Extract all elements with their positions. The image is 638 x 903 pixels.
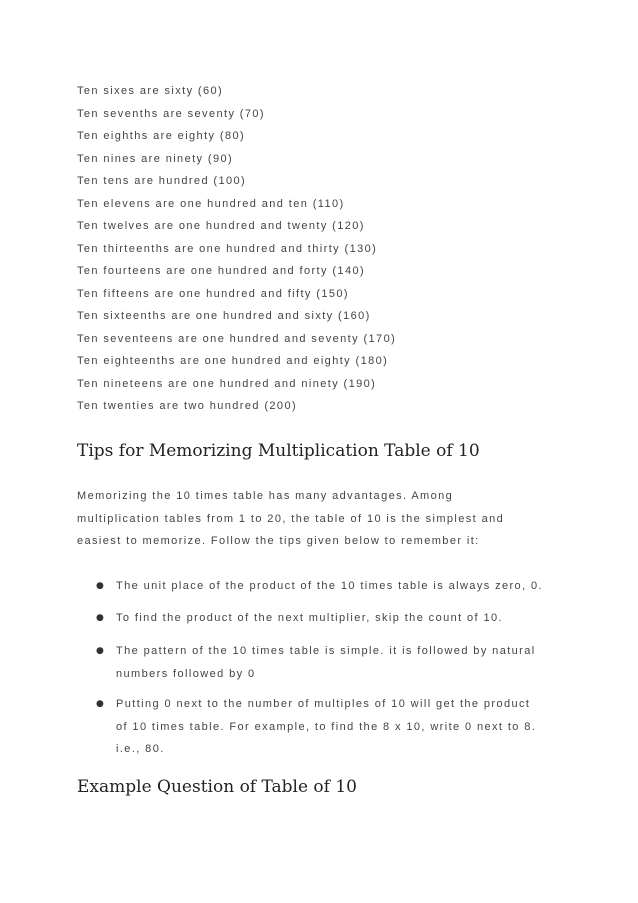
table-line: Ten sixes are sixty (60): [77, 85, 224, 97]
paragraph-line: Memorizing the 10 times table has many advantages. Among: [77, 490, 454, 502]
table-line: Ten nineteens are one hundred and ninety (190): [77, 377, 377, 390]
table-line: Ten twelves are one hundred and twenty (120): [77, 220, 365, 232]
tips-heading: Tips for Memorizing Multiplication Table of 10: [77, 441, 480, 461]
table-line: Ten twenties are two hundred (200): [77, 400, 298, 412]
tip-text: [116, 693, 566, 761]
tip-line: The pattern of the 10 times table is simple. it is followed by natural: [116, 645, 536, 657]
paragraph-line: multiplication tables from 1 to 20, the table of 10 is the simplest and: [77, 512, 505, 525]
table-line: Ten seventeens are one hundred and seventy (170): [77, 332, 397, 345]
table-line: Ten tens are hundred (100): [77, 175, 247, 187]
tip-line: i.e., 80.: [116, 743, 165, 755]
table-line: Ten fifteens are one hundred and fifty (150): [77, 287, 349, 300]
table-lines-list: [77, 83, 597, 421]
tip-line: Putting 0 next to the number of multiples of 10 will get the product: [116, 698, 531, 710]
tip-line: To find the product of the next multiplier, skip the count of 10.: [116, 612, 503, 624]
tip-text: [116, 640, 566, 685]
table-line: Ten thirteenths are one hundred and thirty (130): [77, 242, 378, 255]
table-line: Ten fourteens are one hundred and forty (140): [77, 265, 366, 277]
table-line: Ten eighths are eighty (80): [77, 130, 246, 142]
table-line: Ten eighteenths are one hundred and eighty (180): [77, 355, 389, 367]
table-line: Ten elevens are one hundred and ten (110): [77, 197, 345, 210]
bullet-icon: ●: [96, 581, 104, 591]
table-line: Ten sixteenths are one hundred and sixty (160): [77, 310, 371, 322]
table-line: Ten nines are ninety (90): [77, 152, 234, 165]
bullet-icon: ●: [96, 699, 104, 709]
bullet-icon: ●: [96, 646, 104, 656]
tip-text: [116, 575, 566, 598]
tips-intro-paragraph: [77, 485, 557, 553]
tip-line: numbers followed by 0: [116, 667, 256, 680]
tip-line: The unit place of the product of the 10 times table is always zero, 0.: [116, 580, 543, 592]
bullet-icon: ●: [96, 613, 104, 623]
table-line: Ten sevenths are seventy (70): [77, 107, 265, 120]
paragraph-line: easiest to memorize. Follow the tips given below to remember it:: [77, 535, 480, 547]
tip-text: [116, 607, 566, 630]
tip-line: of 10 times table. For example, to find the 8 x 10, write 0 next to 8.: [116, 720, 537, 733]
example-heading: Example Question of Table of 10: [77, 777, 357, 797]
